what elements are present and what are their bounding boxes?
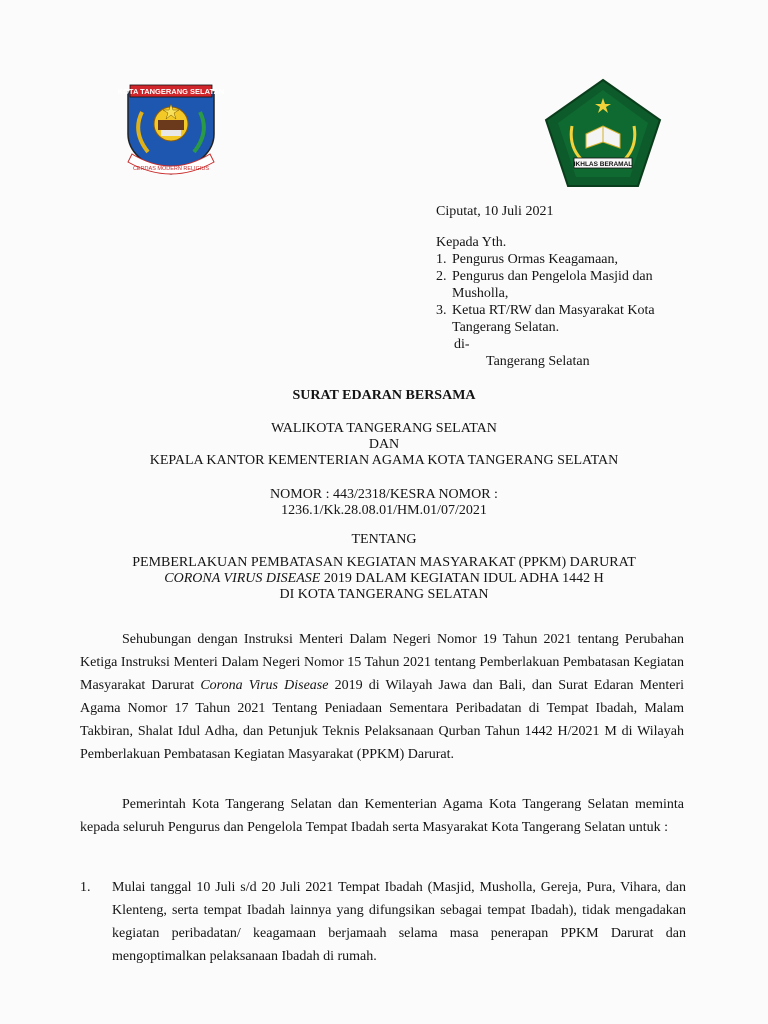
document-number (0, 487, 768, 519)
paragraph-1 (80, 628, 684, 766)
subject-line-2 (0, 571, 768, 587)
recipient-text: Ketua RT/RW dan Masyarakat Kota Tangerang Selatan. (452, 303, 655, 335)
subject-line-3: DI KOTA TANGERANG SELATAN (279, 587, 489, 602)
document-subject (0, 555, 768, 603)
subject-rest: 2019 DALAM KEGIATAN IDUL ADHA 1442 H (320, 571, 604, 586)
instruction-list (80, 876, 686, 968)
recipient-text: Pengurus Ormas Keagamaan, (452, 252, 619, 267)
document-title: SURAT EDARAN BERSAMA (292, 388, 476, 403)
recipient-text: Pengurus dan Pengelola Masjid dan Musholla, (452, 269, 653, 301)
issuers (0, 421, 768, 469)
emblem-banner-text: KOTA TANGERANG SELATAN (118, 87, 224, 96)
recipient-number: 2. (436, 269, 447, 284)
recipient-number: 3. (436, 303, 447, 318)
emblem-motto-text: IKHLAS BERAMAL (573, 161, 633, 168)
destination: Tangerang Selatan (486, 354, 590, 369)
list-item-number: 1. (80, 880, 91, 895)
paragraph-1-text-a: Sehubungan dengan Instruksi Menteri Dalam Negeri Nomor 19 Tahun 2021 tentang Perubahan Ketiga Instruksi Menteri Dalam Negeri Nomor 15 Tahun 2021 tentang Pemberlakuan Pembatasan Kegiatan Masyarakat Darurat (80, 632, 684, 693)
greeting: Kepada Yth. (436, 235, 507, 250)
paragraph-1-text-b: 2019 di Wilayah Jawa dan Bali, dan Surat Edaran Menteri Agama Nomor 17 Tahun 2021 Tentang Peniadaan Sementara Peribadatan di Tempat Ibadah, Malam Takbiran, Shalat Idul Adha, dan Petunjuk Teknis Pelaksanaan Qurban Tahun 1442 H/2021 M di Wilayah Pemberlakuan Pembatasan Kegiatan Masyarakat (PPKM) Darurat. (80, 678, 684, 762)
address-block (436, 203, 736, 370)
letter-date: Ciputat, 10 Juli 2021 (436, 204, 554, 219)
kota-tangerang-selatan-emblem (118, 82, 224, 182)
recipient-item (436, 302, 692, 336)
paragraph-1-italic: Corona Virus Disease (200, 678, 329, 693)
nomor-line-2: 1236.1/Kk.28.08.01/HM.01/07/2021 (281, 503, 487, 518)
recipient-item (436, 268, 692, 302)
issuer-conjunction: DAN (368, 437, 400, 452)
recipient-number: 1. (436, 252, 447, 267)
kementerian-agama-emblem (544, 78, 662, 190)
recipient-list (436, 251, 736, 336)
di-label: di- (454, 337, 470, 352)
nomor-line-1: NOMOR : 443/2318/KESRA NOMOR : (270, 487, 498, 502)
tentang-label: TENTANG (351, 532, 417, 547)
emblem-motto-text: CERDAS MODERN RELIGIUS (132, 166, 210, 172)
list-item: Mulai tanggal 10 Juli s/d 20 Juli 2021 Tempat Ibadah (Masjid, Musholla, Gereja, Pura, Vihara, dan Klenteng, serta tempat Ibadah lainnya yang difungsikan sebagai tempat Ibadah), tidak mengadakan kegiatan peribadatan/ keagamaan berjamaah selama masa penerapan PPKM Darurat dan mengoptimalkan pelaksanaan Ibadah di rumah. (112, 880, 686, 964)
issuer-2: KEPALA KANTOR KEMENTERIAN AGAMA KOTA TANGERANG SELATAN (149, 453, 619, 468)
recipient-item (436, 251, 736, 268)
paragraph-2: Pemerintah Kota Tangerang Selatan dan Kementerian Agama Kota Tangerang Selatan meminta kepada seluruh Pengurus dan Pengelola Tempat Ibadah serta Masyarakat Kota Tangerang Selatan untuk : (80, 797, 684, 835)
subject-italic: CORONA VIRUS DISEASE (164, 571, 321, 586)
subject-line-1: PEMBERLAKUAN PEMBATASAN KEGIATAN MASYARAKAT (PPKM) DARURAT (132, 555, 636, 570)
issuer-1: WALIKOTA TANGERANG SELATAN (271, 421, 497, 436)
